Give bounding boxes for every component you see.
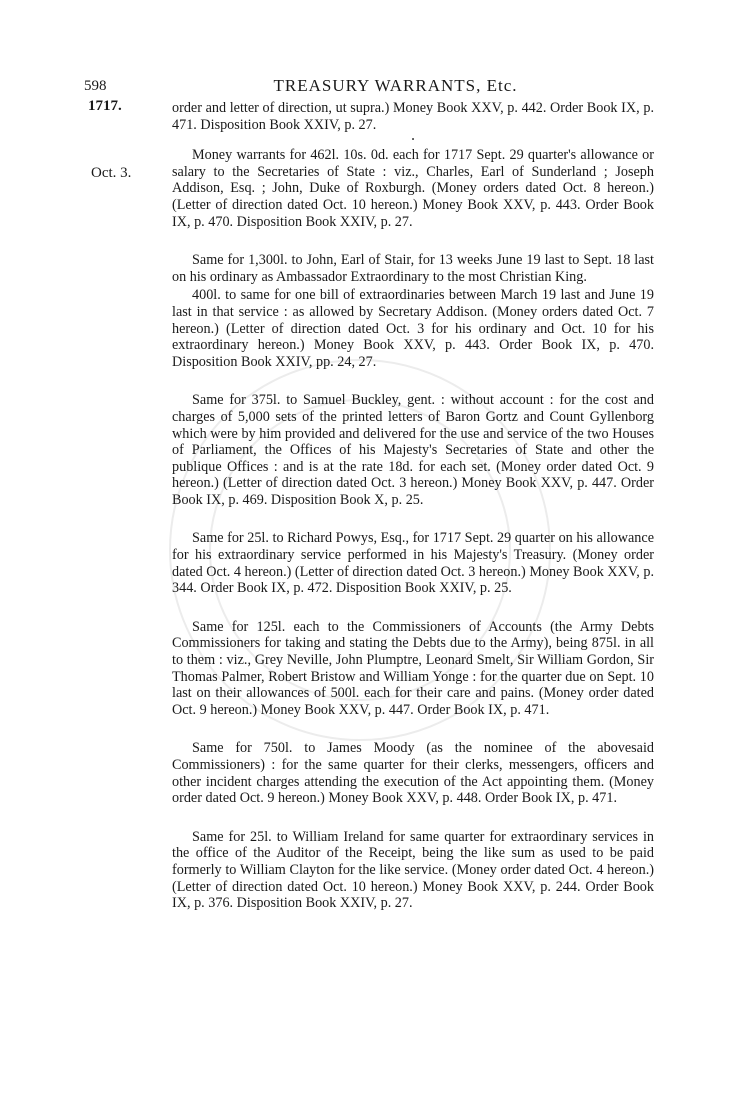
entry-richard-powys: Same for 25l. to Richard Powys, Esq., for 1717 Sept. 29 quarter on his allowance for his extraordinary service performed in his Majesty's Treasury. (Money order dated Oct. 4 hereon.) (Letter of direction dated Oct. 3 hereon.) Money Book XXV, p. 344. Order Book IX, p. 472. Disposition Book XXIV, p. 25. [172,530,654,597]
entry-extraordinaries: 400l. to same for one bill of extraordinaries between March 19 last and June 19 last in that service : as allowed by Secretary Addison. (Money orders dated Oct. 7 hereon.) (Letter of direction dated Oct. 3 for his ordinary and Oct. 10 for his extraordinary hereon.) Money Book XXV, p. 443. Order Book IX, p. 470. Disposition Book XXIV, pp. 24, 27. [172,287,654,370]
entry-william-ireland: Same for 25l. to William Ireland for same quarter for extraordinary services in the office of the Auditor of the Receipt, being the like sum as used to be paid formerly to William Clayton for the like service. (Money order dated Oct. 4 hereon.) (Letter of direction dated Oct. 10 hereon.) Money Book XXV, p. 244. Order Book IX, p. 376. Disposition Book XXIV, p. 27. [172,828,654,912]
document-body [172,100,654,912]
entry-secretaries-of-state: Money warrants for 462l. 10s. 0d. each for 1717 Sept. 29 quarter's allowance or salary to the Secretaries of State : viz., Charles, Earl of Sunderland ; Joseph Addison, Esq. ; John, Duke of Roxburgh. (Money orders dated Oct. 8 hereon.) (Letter of direction dated Oct. 10 hereon.) Money Book XXV, p. 443. Order Book IX, p. 470. Disposition Book XXIV, p. 27. [172,147,654,230]
separator-dot: • [411,135,415,145]
entry-samuel-buckley: Same for 375l. to Samuel Buckley, gent. : without account : for the cost and charges of 5,000 sets of the printed letters of Baron Gortz and Count Gyllenborg which were by him provided and delivered for the use and service of the two Houses of Parliament, the Offices of his Majesty's Secretaries of State and other the publique Offices : and is at the rate 18d. for each set. (Money order dated Oct. 9 hereon.) (Letter of direction dated Oct. 3 hereon.) Money Book XXV, p. 447. Order Book IX, p. 469. Disposition Book X, p. 25. [172,392,654,508]
entry-james-moody: Same for 750l. to James Moody (as the nominee of the abovesaid Commissioners) : for the same quarter for their clerks, messengers, officers and other incident charges attending the execution of the Act appointing them. (Money order dated Oct. 9 hereon.) Money Book XXV, p. 448. Order Book IX, p. 471. [172,740,654,807]
page-number: 598 [84,78,107,94]
entry-earl-of-stair: Same for 1,300l. to John, Earl of Stair, for 13 weeks June 19 last to Sept. 18 last on his ordinary as Ambassador Extraordinary to the most Christian King. [172,252,654,285]
year-margin: 1717. [88,98,122,114]
entry-continuation: order and letter of direction, ut supra.) Money Book XXV, p. 442. Order Book IX, p. 471. Disposition Book XXIV, p. 27. [172,100,654,133]
date-margin: Oct. 3. [91,165,132,181]
running-title: TREASURY WARRANTS, Etc. [273,76,518,95]
entry-commissioners-of-accounts: Same for 125l. each to the Commissioners of Accounts (the Army Debts Commissioners for taking and stating the Debts due to the Army), being 875l. in all to them : viz., Grey Neville, John Plumptre, Leonard Smelt, Sir William Gordon, Sir Thomas Palmer, Robert Bristow and William Yonge : for the quarter due on Sept. 10 last on their allowances of 500l. each for their care and pains. (Money order dated Oct. 9 hereon.) Money Book XXV, p. 447. Order Book IX, p. 471. [172,618,654,718]
